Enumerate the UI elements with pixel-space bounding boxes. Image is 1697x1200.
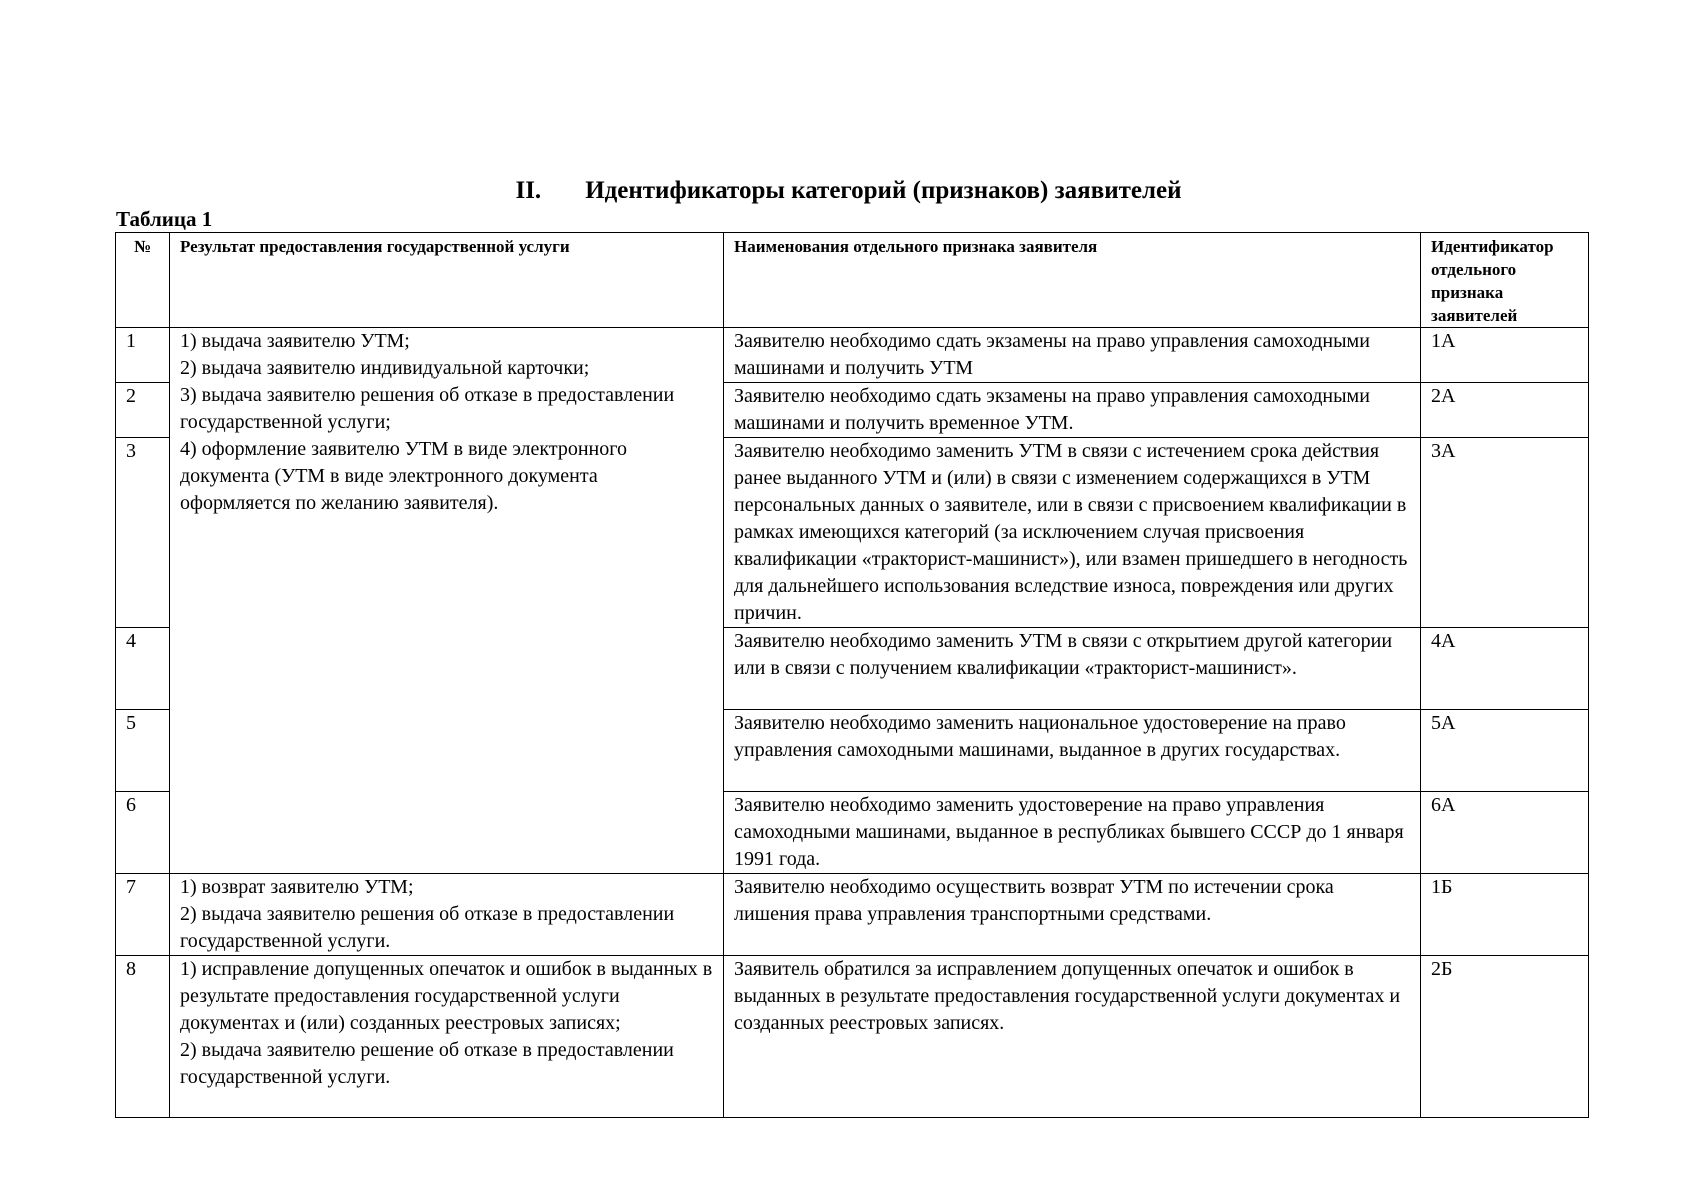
row-feature: Заявителю необходимо заменить удостоверение на право управления самоходными машинами, выданное в республиках бывшего СССР до 1 января 1991 года. — [724, 792, 1421, 874]
section-title: Идентификаторы категорий (признаков) заявителей — [585, 177, 1182, 204]
row-id: 2А — [1421, 383, 1589, 438]
result-item: 1) исправление допущенных опечаток и ошибок в выданных в результате предоставления государственной услуги документах и (или) созданных реестровых записях; — [180, 958, 713, 1034]
table-row — [116, 328, 1589, 383]
row-feature: Заявителю необходимо осуществить возврат УТМ по истечении срока лишения права управления транспортными средствами. — [724, 874, 1421, 956]
row-id: 1Б — [1421, 874, 1589, 956]
section-number: II. — [515, 177, 542, 204]
header-feature: Наименования отдельного признака заявителя — [724, 233, 1421, 328]
row-id: 1А — [1421, 328, 1589, 383]
row-num: 6 — [116, 792, 170, 874]
header-num: № — [116, 233, 170, 328]
row-result — [170, 956, 724, 1118]
table-caption: Таблица 1 — [116, 207, 213, 231]
row-feature: Заявитель обратился за исправлением допущенных опечаток и ошибок в выданных в результате предоставления государственной услуги документах и созданных реестровых записях. — [724, 956, 1421, 1118]
row-feature: Заявителю необходимо заменить УТМ в связи с истечением срока действия ранее выданного УТМ и (или) в связи с изменением содержащихся в УТМ персональных данных о заявителе, или в связи с присвоением квалификации в рамках имеющихся категорий (за исключением случая присвоения квалификации «тракторист-машинист»), или взамен пришедшего в негодность для дальнейшего использования вследствие износа, повреждения или других причин. — [724, 438, 1421, 628]
table-row — [116, 956, 1589, 1118]
result-item: 4) оформление заявителю УТМ в виде электронного документа (УТМ в виде электронного документа оформляется по желанию заявителя). — [180, 438, 627, 514]
table-header-row — [116, 233, 1589, 328]
result-item: 1) выдача заявителю УТМ; — [180, 330, 410, 352]
row-id: 4А — [1421, 628, 1589, 710]
result-item: 1) возврат заявителю УТМ; — [180, 876, 414, 898]
row-result-group-a — [170, 328, 724, 874]
row-num: 8 — [116, 956, 170, 1118]
row-num: 3 — [116, 438, 170, 628]
table-row — [116, 874, 1589, 956]
row-num: 2 — [116, 383, 170, 438]
row-id: 3А — [1421, 438, 1589, 628]
identifiers-table — [115, 232, 1589, 1118]
row-feature: Заявителю необходимо сдать экзамены на право управления самоходными машинами и получить УТМ — [724, 328, 1421, 383]
row-num: 4 — [116, 628, 170, 710]
header-id: Идентификатор отдельного признака заявителей — [1421, 233, 1589, 328]
row-feature: Заявителю необходимо заменить УТМ в связи с открытием другой категории или в связи с получением квалификации «тракторист-машинист». — [724, 628, 1421, 710]
row-num: 5 — [116, 710, 170, 792]
row-result — [170, 874, 724, 956]
header-result: Результат предоставления государственной услуги — [170, 233, 724, 328]
result-item: 2) выдача заявителю решения об отказе в предоставлении государственной услуги. — [180, 903, 675, 952]
row-id: 5А — [1421, 710, 1589, 792]
row-num: 1 — [116, 328, 170, 383]
result-item: 2) выдача заявителю индивидуальной карточки; — [180, 357, 590, 379]
row-feature: Заявителю необходимо заменить национальное удостоверение на право управления самоходными машинами, выданное в других государствах. — [724, 710, 1421, 792]
result-item: 2) выдача заявителю решение об отказе в предоставлении государственной услуги. — [180, 1039, 674, 1088]
row-num: 7 — [116, 874, 170, 956]
section-heading — [0, 176, 1697, 206]
row-id: 2Б — [1421, 956, 1589, 1118]
row-id: 6А — [1421, 792, 1589, 874]
result-item: 3) выдача заявителю решения об отказе в предоставлении государственной услуги; — [180, 384, 675, 433]
row-feature: Заявителю необходимо сдать экзамены на право управления самоходными машинами и получить временное УТМ. — [724, 383, 1421, 438]
